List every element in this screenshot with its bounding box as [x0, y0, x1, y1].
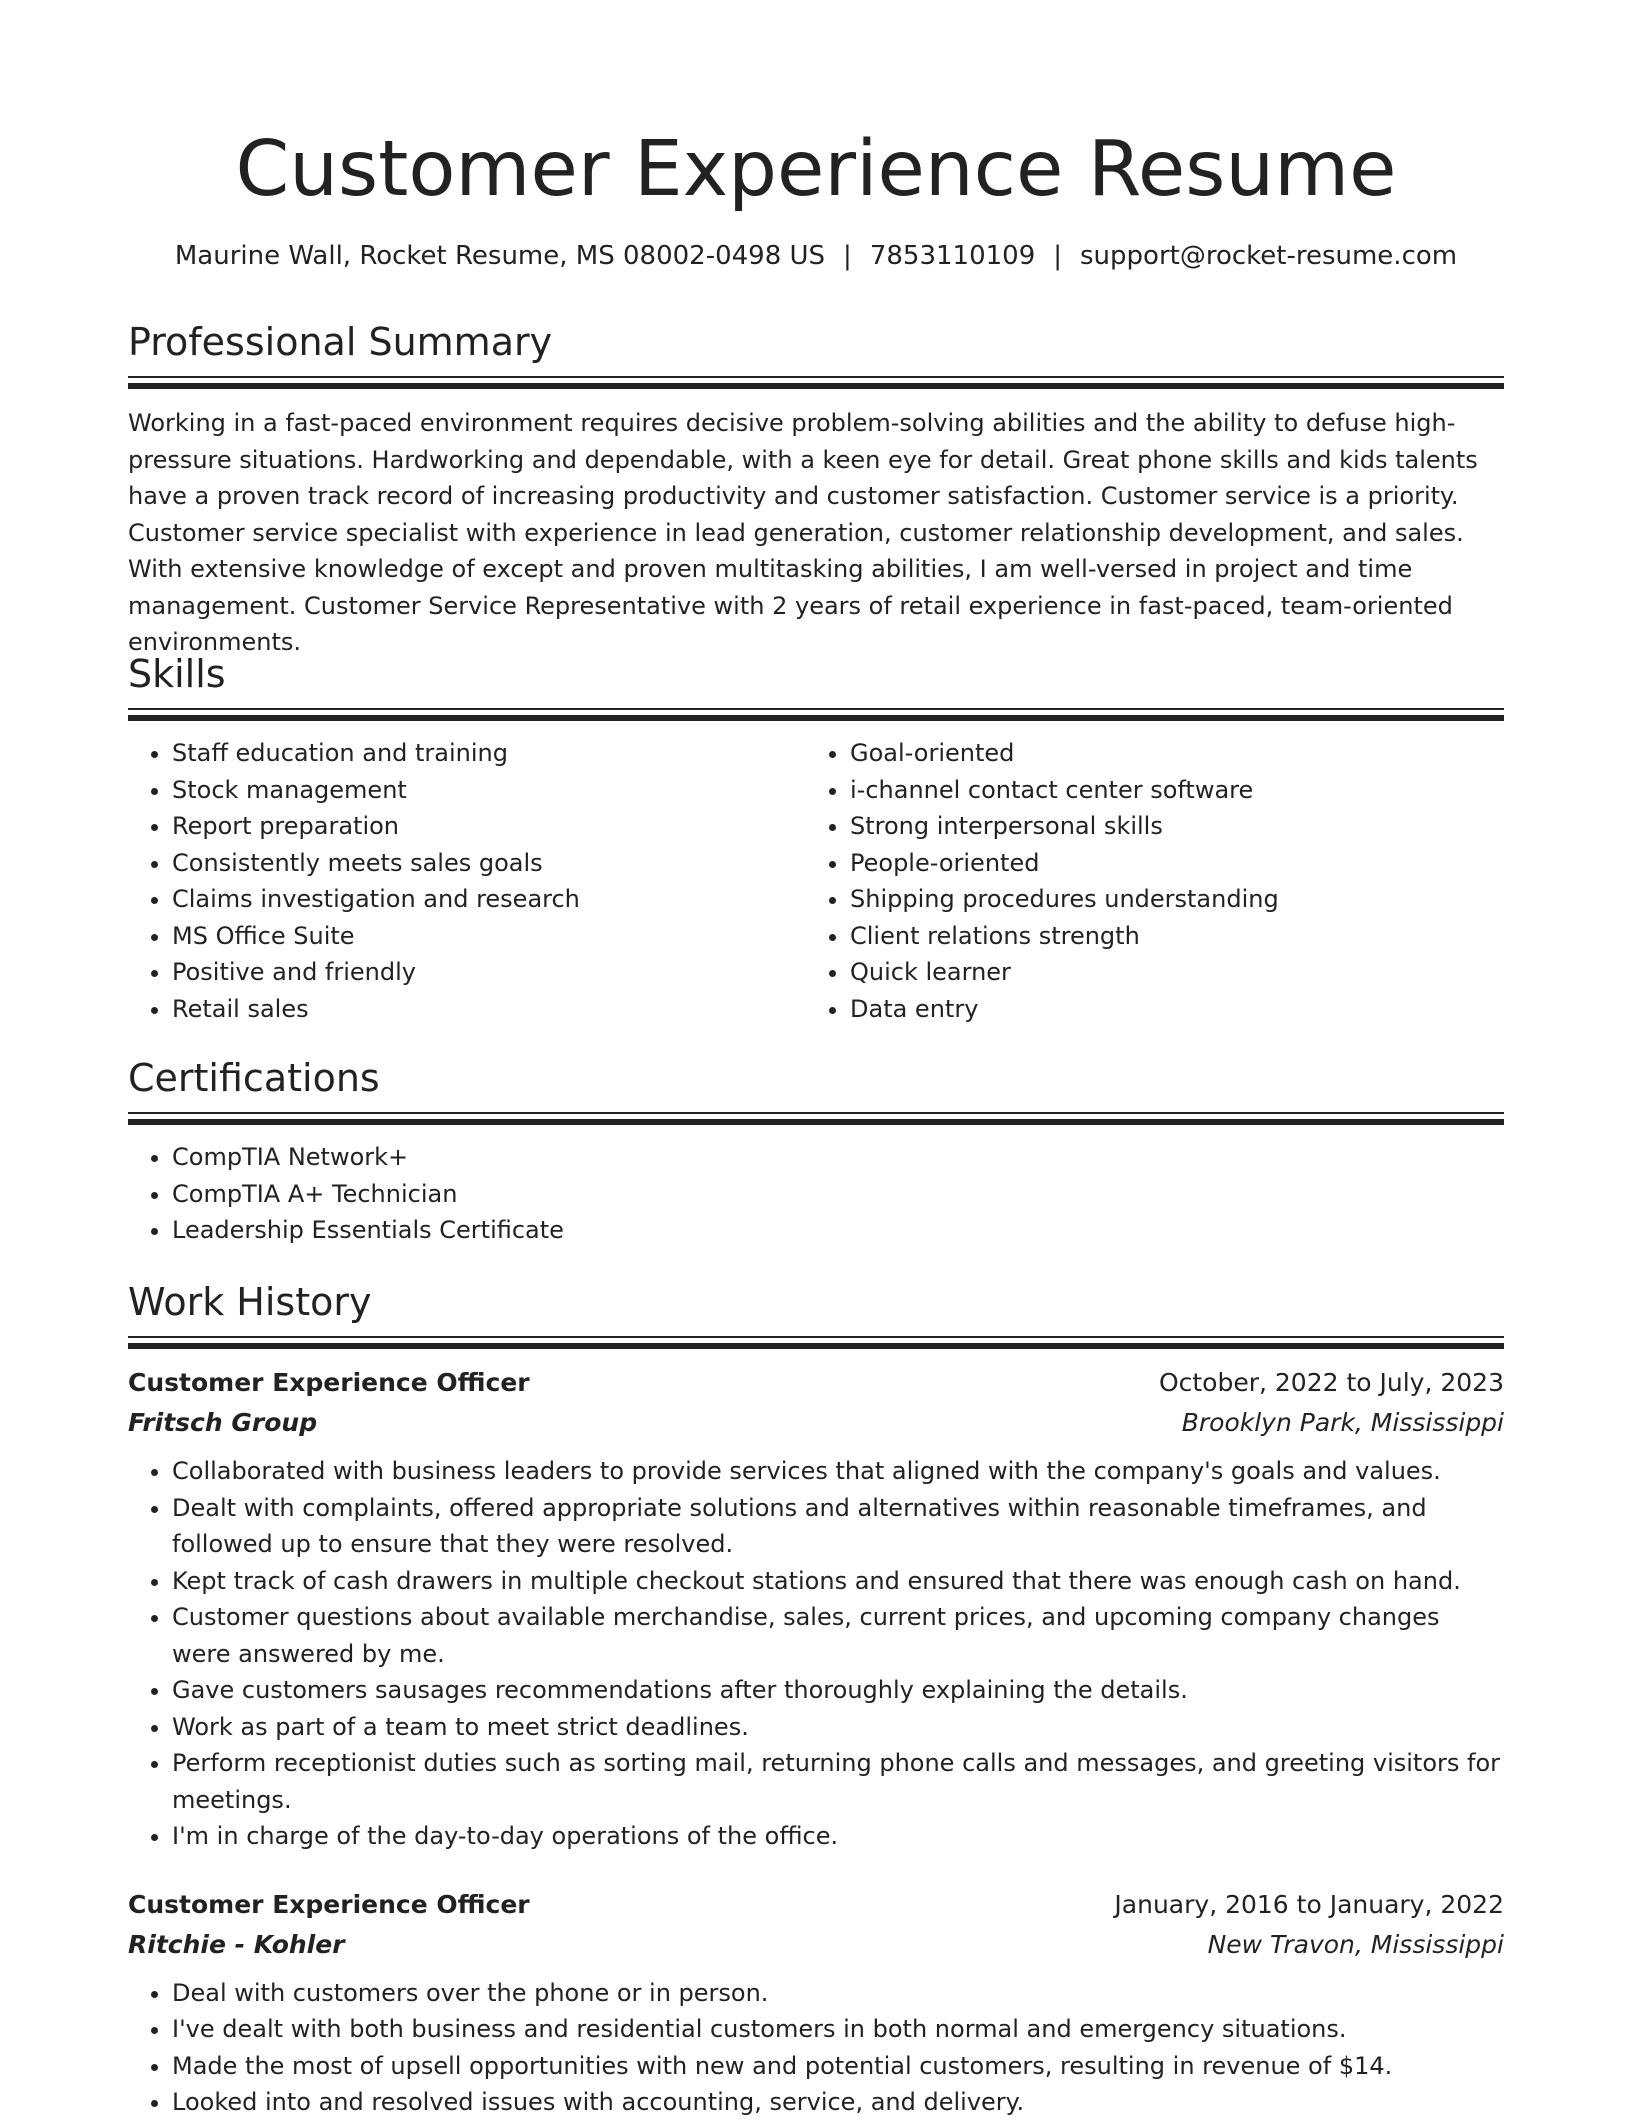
contact-separator: | [843, 241, 852, 271]
job-bullets [128, 1975, 1504, 2121]
job-bullet: • Customer questions about available merchandise, sales, current prices, and upcoming company changes were answered by me. [172, 1599, 1504, 1672]
certification-item: • CompTIA A+ Technician [172, 1176, 1504, 1213]
job-bullet: • Looked into and resolved issues with accounting, service, and delivery. [172, 2084, 1504, 2121]
skills-columns [128, 735, 1504, 1027]
job-subheader [128, 1925, 1504, 1965]
certification-item: • CompTIA Network+ [172, 1139, 1504, 1176]
section-divider-thick [128, 1119, 1504, 1125]
job-bullet: • Deal with customers over the phone or in person. [172, 1975, 1504, 2012]
contact-separator: | [1053, 241, 1062, 271]
job-bullets [128, 1453, 1504, 1855]
job-bullet: • Gave customers sausages recommendations after thoroughly explaining the details. [172, 1672, 1504, 1709]
job-bullet: • Collaborated with business leaders to provide services that aligned with the company's goals and values. [172, 1453, 1504, 1490]
job-dates: October, 2022 to July, 2023 [1158, 1368, 1504, 1397]
contact-phone: 7853110109 [869, 241, 1036, 271]
section-divider-thick [128, 715, 1504, 721]
section-heading: Skills [128, 652, 226, 696]
job-bullet: • Kept track of cash drawers in multiple checkout stations and ensured that there was enough cash on hand. [172, 1563, 1504, 1600]
job-bullet: • Made the most of upsell opportunities with new and potential customers, resulting in revenue of $14. [172, 2048, 1504, 2085]
certifications-list [128, 1139, 1504, 1249]
skills-list-left [128, 735, 806, 1027]
resume-title: Customer Experience Resume [235, 125, 1397, 214]
contact-line [128, 238, 1504, 274]
job-entry [128, 1363, 1504, 1855]
job-entry [128, 1885, 1504, 2121]
skill-item: • Consistently meets sales goals [172, 845, 806, 882]
job-bullet: • Dealt with complaints, offered appropriate solutions and alternatives within reasonable timeframes, and followed up to ensure that they were resolved. [172, 1490, 1504, 1563]
section-work-history [128, 1278, 1504, 2121]
skill-item: • Report preparation [172, 808, 806, 845]
skill-item: • i-channel contact center software [850, 772, 1484, 809]
contact-address: Maurine Wall, Rocket Resume, MS 08002-0498 US [174, 241, 826, 271]
skill-item: • Positive and friendly [172, 954, 806, 991]
job-employer: Fritsch Group [128, 1408, 318, 1437]
job-subheader [128, 1403, 1504, 1443]
job-location: New Travon, Mississippi [1207, 1929, 1504, 1959]
section-certifications [128, 1054, 1504, 1249]
skill-item: • Retail sales [172, 991, 806, 1028]
skill-item: • MS Office Suite [172, 918, 806, 955]
skills-column-left [128, 735, 806, 1027]
section-divider [128, 1112, 1504, 1114]
skill-item: • Client relations strength [850, 918, 1484, 955]
section-skills [128, 650, 1504, 1027]
section-divider [128, 1336, 1504, 1338]
skill-item: • Strong interpersonal skills [850, 808, 1484, 845]
job-dates: January, 2016 to January, 2022 [1114, 1889, 1504, 1919]
skill-item: • Claims investigation and research [172, 881, 806, 918]
job-title: Customer Experience Officer [128, 1889, 530, 1919]
job-header [128, 1363, 1504, 1403]
job-header [128, 1885, 1504, 1925]
skill-item: • Data entry [850, 991, 1484, 1028]
certification-item: • Leadership Essentials Certificate [172, 1212, 1504, 1249]
skill-item: • Staff education and training [172, 735, 806, 772]
section-heading: Work History [128, 1280, 372, 1324]
section-heading: Professional Summary [128, 320, 553, 364]
job-bullet: • I've dealt with both business and residential customers in both normal and emergency situations. [172, 2011, 1504, 2048]
job-title: Customer Experience Officer [128, 1368, 530, 1397]
job-bullet: • Perform receptionist duties such as sorting mail, returning phone calls and messages, and greeting visitors for meetings. [172, 1745, 1504, 1818]
skill-item: • Shipping procedures understanding [850, 881, 1484, 918]
section-divider [128, 708, 1504, 710]
job-location: Brooklyn Park, Mississippi [1181, 1408, 1504, 1437]
skill-item: • Quick learner [850, 954, 1484, 991]
contact-email: support@rocket-resume.com [1080, 241, 1458, 271]
skills-column-right [806, 735, 1484, 1027]
section-heading: Certifications [128, 1056, 380, 1100]
skill-item: • Stock management [172, 772, 806, 809]
skill-item: • People-oriented [850, 845, 1484, 882]
skills-list-right [806, 735, 1484, 1027]
job-bullet: • I'm in charge of the day-to-day operations of the office. [172, 1818, 1504, 1855]
job-employer: Ritchie - Kohler [128, 1929, 345, 1959]
skill-item: • Goal-oriented [850, 735, 1484, 772]
section-divider-thick [128, 1343, 1504, 1349]
section-professional-summary [128, 318, 1504, 661]
section-divider [128, 376, 1504, 378]
summary-text: Working in a fast-paced environment requires decisive problem-solving abilities and the ability to defuse high-pressure situations. Hardworking and dependable, with a keen eye for detail. Great phone skills and kids talents have a proven track record of increasing productivity and customer satisfaction. Customer service is a priority. Customer service specialist with experience in lead generation, customer relationship development, and sales. With extensive knowledge of except and proven multitasking abilities, I am well-versed in project and time management. Customer Service Representative with 2 years of retail experience in fast-paced, team-oriented environments. [128, 409, 1478, 656]
job-bullet: • Work as part of a team to meet strict deadlines. [172, 1709, 1504, 1746]
section-divider-thick [128, 383, 1504, 389]
